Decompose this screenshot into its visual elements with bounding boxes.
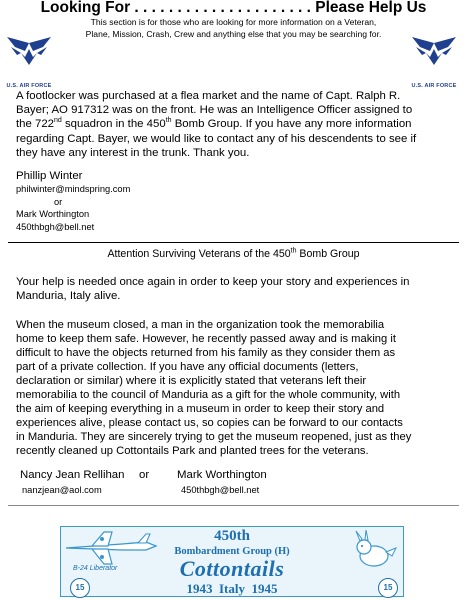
contact2-name: Mark Worthington	[16, 209, 90, 219]
banner-cottontails: Cottontails	[179, 556, 285, 581]
intro-line: Manduria, Italy alive.	[16, 290, 121, 303]
paragraph-line: experiences alive, please contact us, so copies can be forward to our contacts	[16, 417, 403, 429]
notice1-line: Bayer; AO 917312 was on the front. He was an Intelligence Officer assigned to	[16, 104, 413, 117]
paragraph-line: declaration or similar) where it is explicitly stated that veterans left their	[16, 375, 367, 387]
paragraph-line: When the museum closed, a man in the organization took the memorabilia	[16, 319, 385, 331]
badge-left: 15	[70, 578, 90, 598]
contact-nancy-name: Nancy Jean Rellihan	[20, 469, 125, 481]
air-force-logo-left	[5, 35, 53, 89]
contact2-email[interactable]: 450thbgh@bell.net	[16, 222, 95, 232]
paragraph-line: in Manduria. They are sincerely trying to get the museum reopened, just as they	[16, 431, 412, 443]
subtitle-line-2: Plane, Mission, Crash, Crew and anything else that you may be searching for.	[85, 28, 382, 39]
air-force-wings-icon	[5, 35, 53, 77]
or-separator: or	[54, 197, 63, 207]
paragraph-line: part of a private collection. If you have any official documents (letters,	[16, 361, 359, 373]
paragraph-line: memorabilia to the council of Manduria as a gift for the whole community, with	[16, 389, 401, 401]
notice1-line: regarding Capt. Bayer, we would like to contact any of his descendents to see if	[16, 132, 417, 145]
paragraph-line: home to keep them safe. However, he recently passed away and is making it	[16, 333, 396, 345]
section-divider	[8, 505, 459, 506]
contact-mark-email[interactable]: 450thbgh@bell.net	[181, 485, 260, 495]
b24-plane-icon	[62, 530, 162, 566]
contact1-name: Phillip Winter	[16, 170, 83, 182]
plane-label: B-24 Liberator	[73, 565, 118, 572]
museum-paragraph	[16, 318, 461, 458]
veterans-heading: Attention Surviving Veterans of the 450th Bomb Group	[107, 247, 360, 260]
page-title: Looking For . . . . . . . . . . . . . . . . . . . . . Please Help Us	[40, 0, 427, 16]
logo-caption-right: U.S. AIR FORCE	[411, 83, 457, 89]
paragraph-line: the aim of keeping everything in a museum in order to keep their story and	[16, 403, 385, 415]
veterans-intro	[16, 275, 456, 303]
badge-right: 15	[378, 578, 398, 598]
subtitle-line-1: This section is for those who are looking for more information on a Veteran,	[90, 17, 377, 27]
rabbit-mascot-icon	[346, 530, 400, 570]
paragraph-line: recently cleaned up Cottontails Park and planted trees for the veterans.	[16, 445, 369, 457]
footlocker-notice	[16, 89, 456, 160]
banner-group-number: 450th	[214, 528, 250, 544]
or-separator: or	[139, 469, 150, 481]
banner-group-name: Bombardment Group (H)	[174, 546, 290, 557]
banner-years: 1943 Italy 1945	[186, 581, 278, 596]
paragraph-line: difficult to have the objects returned from his family as they consider them as	[16, 347, 396, 359]
logo-caption-left: U.S. AIR FORCE	[6, 83, 52, 89]
air-force-wings-icon	[410, 35, 458, 77]
intro-line: Your help is needed once again in order to keep your story and experiences in	[16, 276, 410, 288]
contact-nancy-email[interactable]: nanzjean@aol.com	[22, 485, 102, 495]
notice1-line: the 722nd squadron in the 450th Bomb Group. If you have any more information	[16, 117, 412, 131]
page-subtitle	[70, 17, 397, 40]
notice1-line: they have any interest in the trunk. Thank you.	[16, 146, 250, 159]
section-divider	[8, 242, 459, 243]
contact1-email[interactable]: philwinter@mindspring.com	[16, 184, 131, 194]
notice1-line: A footlocker was purchased at a flea market and the name of Capt. Ralph R.	[16, 90, 401, 102]
air-force-logo-right	[410, 35, 458, 89]
contact-mark-name: Mark Worthington	[177, 469, 267, 481]
